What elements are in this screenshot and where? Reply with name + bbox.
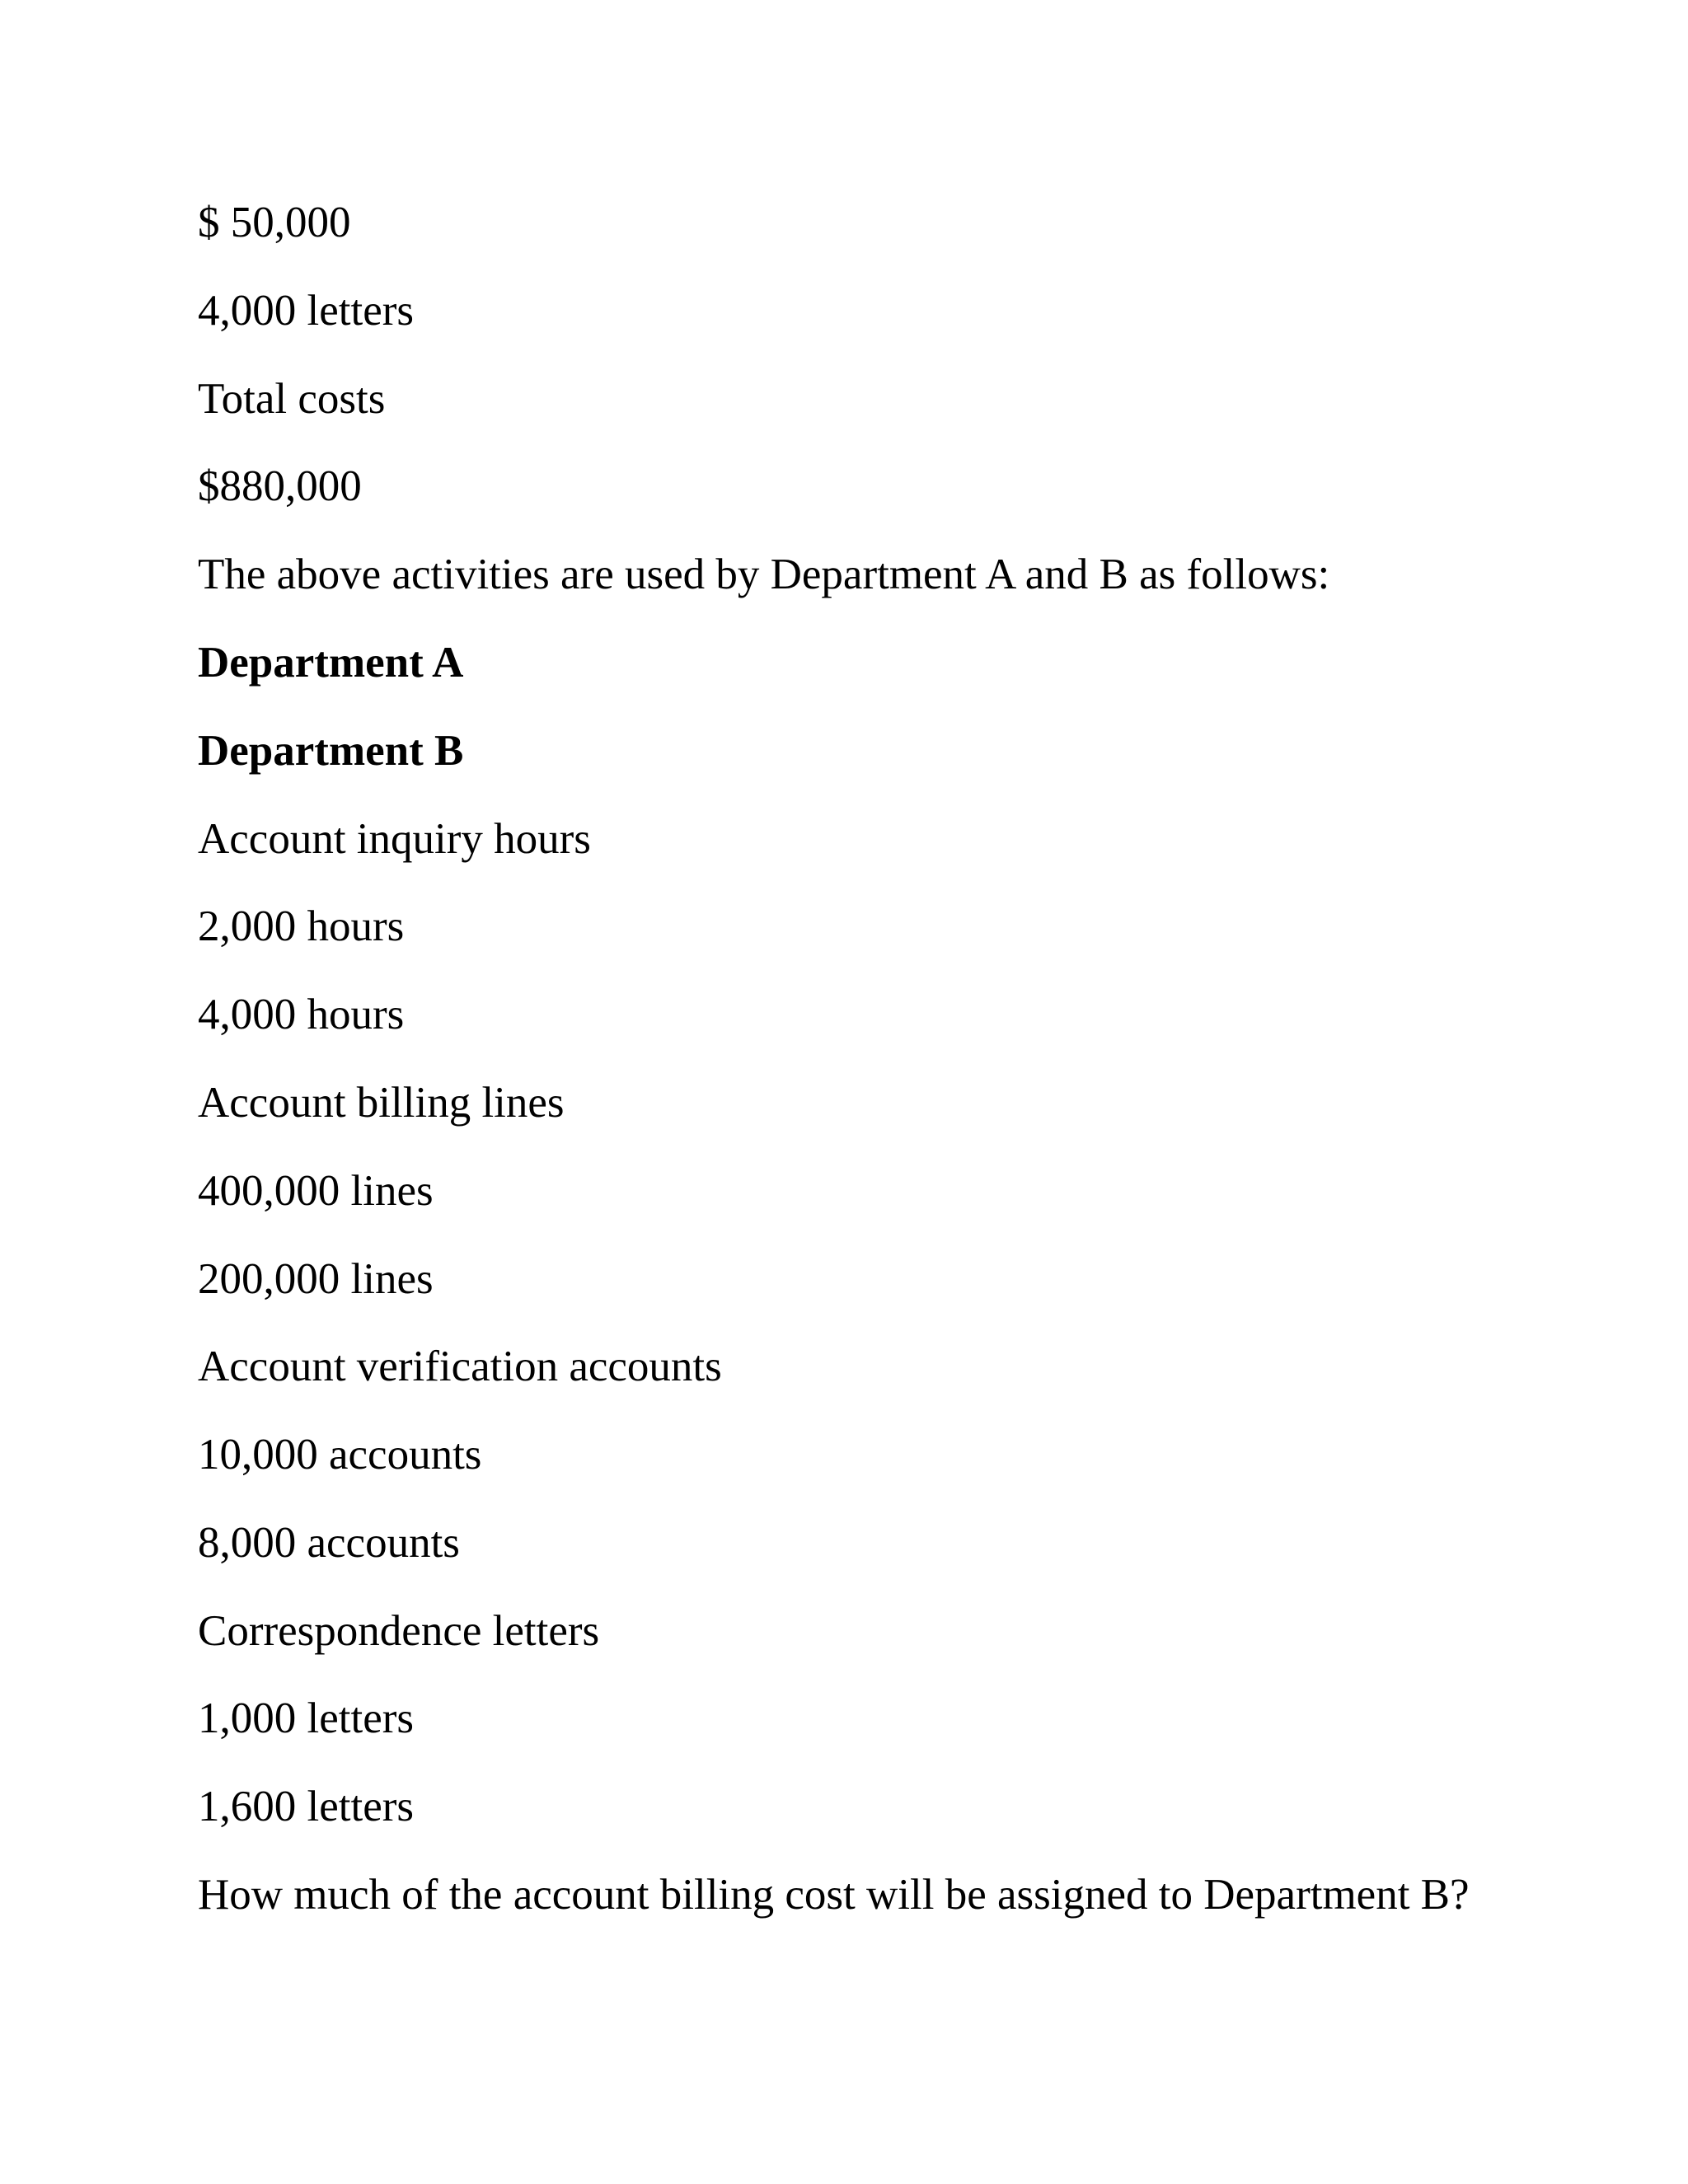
text-line-total-costs: Total costs [198, 375, 386, 423]
text-line-4000-hours: 4,000 hours [198, 991, 405, 1038]
text-line-account-billing-lines: Account billing lines [198, 1079, 565, 1127]
heading-department-a: Department A [198, 639, 464, 687]
text-line-200000-lines: 200,000 lines [198, 1255, 434, 1303]
text-line-4000-letters: 4,000 letters [198, 287, 414, 335]
text-line-account-verification-accounts: Account verification accounts [198, 1343, 722, 1390]
text-line-correspondence-letters: Correspondence letters [198, 1607, 600, 1655]
text-line-activities-intro: The above activities are used by Department A and B as follows: [198, 551, 1330, 598]
question-text: How much of the account billing cost will be assigned to Department B? [198, 1871, 1470, 1919]
text-line-amount-880000: $880,000 [198, 462, 362, 510]
text-line-2000-hours: 2,000 hours [198, 902, 405, 950]
text-line-10000-accounts: 10,000 accounts [198, 1431, 482, 1479]
text-line-8000-accounts: 8,000 accounts [198, 1519, 460, 1567]
text-line-account-inquiry-hours: Account inquiry hours [198, 815, 591, 863]
text-line-400000-lines: 400,000 lines [198, 1167, 434, 1215]
text-line-1000-letters: 1,000 letters [198, 1694, 414, 1742]
text-line-1600-letters: 1,600 letters [198, 1783, 414, 1830]
text-line-amount-50000: $ 50,000 [198, 199, 351, 246]
heading-department-b: Department B [198, 727, 464, 775]
